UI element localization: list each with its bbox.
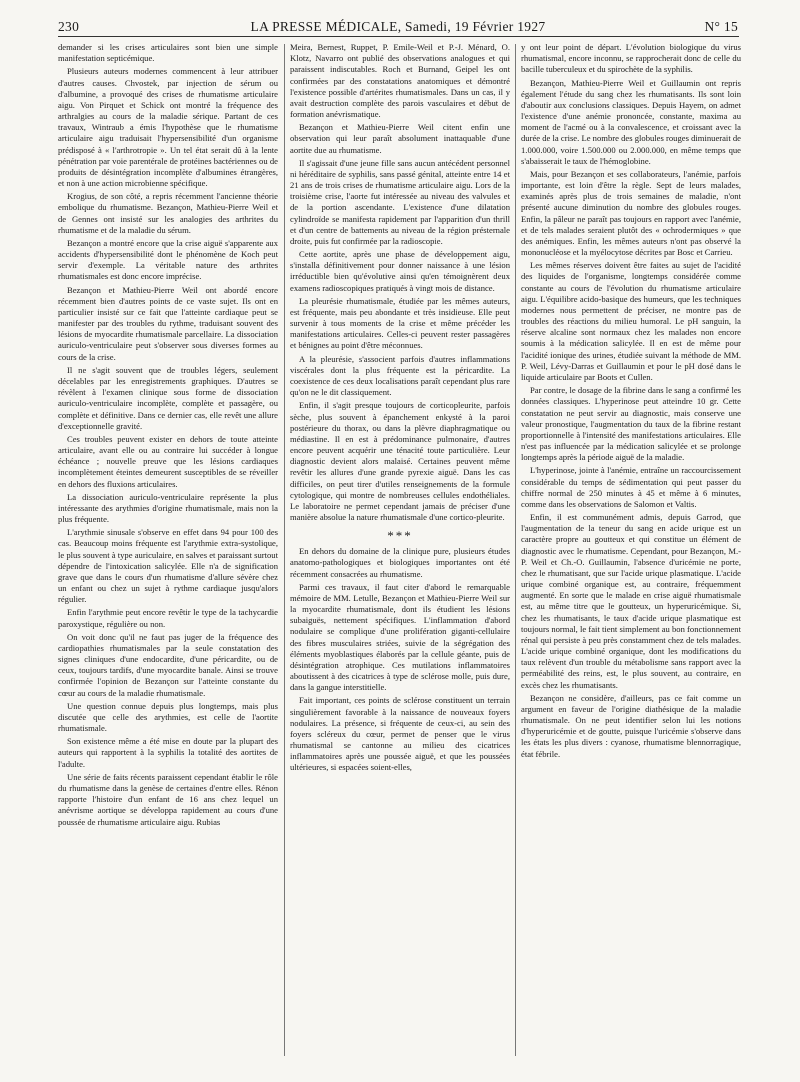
paragraph: Enfin l'arythmie peut encore revêtir le type de la tachycardie paroxystique, régulière ou non. [58, 607, 278, 629]
journal-title: LA PRESSE MÉDICALE, Samedi, 19 Février 1927 [250, 19, 546, 34]
paragraph: Enfin, il est communément admis, depuis Garrod, que l'augmentation de la teneur du sang en acide urique est un caractère propre au goutteux et qui constitue un élément de diagnostic avec le rhumatisme. Cependant, pour Bezançon, M.-P. Weil et Ch.-O. Guillaumin, l'absence d'uricémie ne porte, chez le rhumatisant, que sur l'acide urique plasmatique. L'acide urique combiné organique est, au contraire, fréquemment augmenté. En sorte que le malade en crise aiguë rhumatismale est, au même titre que le goutteux, un hyperuricémique. Si, chez les rhumatisants, le taux d'acide urique plasmatique est toujours normal, le fait tient simplement au bon fonctionnement rénal qui persiste à peu près constamment chez de tels malades. L'acide urique combiné organique, dont les modifications du taux relèvent d'un trouble du métabolisme sans rapport avec la perméabilité des reins, est, le plus souvent, au contraire, en excès chez les rhumatisants. [521, 512, 741, 690]
page-number: 230 [58, 19, 80, 34]
paragraph: Bezançon, Mathieu-Pierre Weil et Guillaumin ont repris également l'étude du sang chez les rhumatisants. Ils sont loin d'aboutir aux conclusions classiques. Depuis Hayem, on admet l'existence d'une anémie prononcée, constante, maxima au moment de l'acmé ou à la convalescence, et croissant avec la durée de la crise. Le nombre des globules rouges diminuerait de 1.000.000, voire 1.500.000 ou 2.000.000, en même temps que s'abaisserait le taux de l'hémoglobine. [521, 77, 741, 166]
paragraph: Bezançon et Mathieu-Pierre Weil ont abordé encore récemment bien d'autres points de ce vaste sujet. Ils ont en particulier insisté sur ce fait que l'atteinte cardiaque peut se manifester par des troubles du rythme, traduisant souvent des lésions de myocardite rhumatismale parcellaire. La dissociation auriculo-ventriculaire peut s'observer sous diverses formes au cours de la crise. [58, 284, 278, 362]
paragraph: Une série de faits récents paraissent cependant établir le rôle du rhumatisme dans la genèse de certaines d'entre elles. Rénon rapporte l'histoire d'un enfant de 16 ans chez lequel un anévrisme aortique se développa rapidement au cours d'une poussée de rhumatisme articulaire aigu. Rubias [58, 771, 278, 827]
paragraph: Plusieurs auteurs modernes commencent à leur attribuer d'autres causes. Chvostek, par injection de sérum ou d'albumine, a provoqué des crises de rhumatisme articulaire aigu. Von Pirquet et Schick ont montré la fréquence des arthralgies au cours de la maladie sérique. Partant de ces travaux, Wintraub a émis l'hypothèse que le rhumatisme articulaire aigu traduisait l'hypersensibilité d'un organisme prédisposé à « l'arthrotropie ». Un tel état serait dû à la lente pénétration par voie parentérale de protéines bactériennes ou de produits de désintégration incomplète d'albumines étrangères, et non à une action microbienne spécifique. [58, 66, 278, 189]
paragraph: La dissociation auriculo-ventriculaire représente la plus intéressante des arythmies d'origine rhumatismale, mais non la plus fréquente. [58, 491, 278, 525]
column-separator [515, 44, 516, 1056]
paragraph: On voit donc qu'il ne faut pas juger de la fréquence des cardiopathies rhumatismales par la seule constatation des signes cliniques d'une endocardite, d'une péricardite, ou de ceux, toujours tardifs, d'une myocardite banale. Ainsi se trouve confirmée l'opinion de Bezançon sur l'atteinte constante du cœur au cours de la maladie rhumatismale. [58, 631, 278, 698]
paragraph: Cette aortite, après une phase de développement aigu, s'installa définitivement pour donner naissance à une lésion irréductible bien qu'évolutive ainsi qu'en témoignèrent deux examens radioscopiques pratiqués à vingt mois de distance. [290, 249, 510, 293]
column-separator [284, 44, 285, 1056]
header-rule [58, 36, 739, 37]
page-header [58, 16, 738, 38]
section-divider: *** [387, 528, 413, 544]
paragraph: Parmi ces travaux, il faut citer d'abord le remarquable mémoire de MM. Letulle, Bezançon et Mathieu-Pierre Weil sur la myocardite rhumatismale, dont ils étudient les lésions subaiguës, nettement spécifiques. L'inflammation d'abord nodulaire se complique d'une prolifération giganti-cellulaire des fibres musculaires striées, suivie de la ségrégation des éléments myoblastiques élaborés par la cellule géante, puis de désintégration atrophique. Ces mutilations inflammatoires aboutissent à des cicatrices à type de sclérose molle, puis dure, dans la gangue interstitielle. [290, 581, 510, 693]
text-column-1 [58, 42, 278, 1072]
paragraph: Une question connue depuis plus longtemps, mais plus discutée que celle des arythmies, est celle de l'aortite rhumatismale. [58, 700, 278, 734]
paragraph: Il ne s'agit souvent que de troubles légers, seulement décelables par les enregistrements graphiques. D'autres se révèlent à l'examen clinique sous forme de dissociation auriculo-ventriculaire incomplète, complète et passagère, ou complète et définitive. Dans ce dernier cas, elle revêt une allure d'exceptionnelle gravité. [58, 364, 278, 431]
paragraph: Fait important, ces points de sclérose constituent un terrain singulièrement favorable à la naissance de nouveaux foyers nodulaires. La présence, si fréquente de ceux-ci, au sein des foyers scléreux du cœur, permet de penser que le virus rhumatismal se cantonne au milieu des cicatrices inflammatoires après une poussée aiguë, et que les poussées ultérieures, si espacées soient-elles, [290, 695, 510, 773]
paragraph: Bezançon a montré encore que la crise aiguë s'apparente aux accidents d'hypersensibilité dont le phénomène de Koch peut servir d'exemple. La véritable nature des arthrites rhumatismales est donc encore imprécise. [58, 237, 278, 282]
paragraph: A la pleurésie, s'associent parfois d'autres inflammations viscérales dont la plus fréquente est la péricardite. La coexistence de ces deux localisations paraît cependant plus rare qu'on ne le dit classiquement. [290, 353, 510, 398]
issue-number: N° 15 [704, 19, 738, 34]
paragraph: Bezançon et Mathieu-Pierre Weil citent enfin une observation qui leur paraît absolument inattaquable d'une aortite due au rhumatisme. [290, 122, 510, 155]
text-column-3 [521, 42, 741, 1072]
paragraph: Meira, Bernest, Ruppet, P. Emile-Weil et P.-J. Ménard, O. Klotz, Navarro ont publié des observations analogues et qui paraissent indiscutables. Roch et Burnand, Geipel les ont confirmées par des constatations anatomiques et démontré l'existence possible d'artérites rhumatismales. Dans un cas, il y avait destruction complète des parois vasculaires et début de formation anévrismatique. [290, 42, 510, 120]
paragraph: Son existence même a été mise en doute par la plupart des auteurs qui rapportent à la syphilis la totalité des aortites de l'adulte. [58, 736, 278, 769]
paragraph: Bezançon ne considère, d'ailleurs, pas ce fait comme un argument en faveur de l'origine diathésique de la maladie rhumatismale. On ne peut identifier selon lui les notions d'hyperuricémie et de goutte, puisque l'uricémie s'observe dans les états les plus divers : cyanose, rhumatisme blennorragique, état fébrile. [521, 692, 741, 759]
paragraph: L'hyperinose, jointe à l'anémie, entraîne un raccourcissement considérable du temps de sédimentation qui peut passer du chiffre normal de 250 minutes à 45 et même à 6 minutes, comme dans les observations de Salomon et Valtis. [521, 465, 741, 509]
paragraph: Enfin, il s'agit presque toujours de corticopleurite, parfois sèche, plus souvent à épanchement enkysté à la paroi postérieure du thorax, ou dans la plèvre diaphragmatique ou médiastine. Il en est à prédominance pulmonaire, d'autres encore peuvent acquérir une ténacité toute particulière. Leur diagnostic devient alors malaisé. Certaines peuvent même revêtir les allures d'une grande pyrexie aiguë. Dans les cas difficiles, on peut tirer d'utiles renseignements de la formule cytologique, qui montre de nombreuses cellules endothéliales. Le laboratoire ne permet cependant jamais de préciser d'une manière absolue la nature rhumatismale d'une cortico-pleurite. [290, 400, 510, 523]
paragraph: La pleurésie rhumatismale, étudiée par les mêmes auteurs, est fréquente, mais peu abondante et très insidieuse. Elle peut survenir à tous moments de la crise et même précéder les manifestations articulaires. Celles-ci peuvent rester passagères et bénignes au point d'être méconnues. [290, 295, 510, 351]
paragraph: L'arythmie sinusale s'observe en effet dans 94 pour 100 des cas. Beaucoup moins fréquente est l'arythmie extra-systolique, le plus souvent à type auriculaire, en salves et paraissant surtout dépendre de l'intoxication salicylée. Elle n'a de signification grave que dans le cours d'un rhumatisme d'allure sévère chez un enfant ou chez un sujet à rythme cardiaque jusqu'alors régulier. [58, 527, 278, 605]
paragraph: y ont leur point de départ. L'évolution biologique du virus rhumatismal, encore inconnu, se rapprocherait donc de celle du bacille tuberculeux et du spirochète de la syphilis. [521, 42, 741, 75]
paragraph: En dehors du domaine de la clinique pure, plusieurs études anatomo-pathologiques et biologiques importantes ont été récemment consacrées au rhumatisme. [290, 546, 510, 579]
paragraph: Krogius, de son côté, a repris récemment l'ancienne théorie embolique du rhumatisme. Bezançon, Mathieu-Pierre Weil et de Gennes ont insisté sur les analogies des arthrites du rhumatisme et de la maladie du sérum. [58, 191, 278, 235]
paragraph: Les mêmes réserves doivent être faites au sujet de l'acidité des liquides de l'organisme, longtemps considérée comme constante au cours de l'évolution du rhumatisme articulaire aigu. L'équilibre acido-basique des humeurs, que les techniques modernes nous permettent de préciser, ne montre pas de troubles des réactions du milieu humoral. Le pH sanguin, la réserve alcaline sont normaux chez les malades non encore soumis à la médication salicylée. Il en est de même pour l'acidité ionique des urines, étudiée suivant la méthode de MM. P. Weil, Lévy-Darras et Guillaumin et pour le pH dosé dans le liquide articulaire par Boots et Cullen. [521, 260, 741, 382]
text-column-2 [290, 42, 510, 1072]
paragraph: Par contre, le dosage de la fibrine dans le sang a confirmé les données classiques. L'hyperinose peut atteindre 10 gr. Cette constatation ne peut servir au diagnostic, mais conserve une valeur pronostique, l'augmentation du taux de la fibrine restant proportionnelle à l'intensité des manifestations articulaires. Elle n'est pas influencée par la médication salicylée et se prolonge longtemps après la période aiguë de la maladie. [521, 385, 741, 463]
paragraph: Mais, pour Bezançon et ses collaborateurs, l'anémie, parfois importante, est loin d'être la règle. Sept de leurs malades, examinés après plus de trois semaines de maladie, n'ont présenté aucune diminution du nombre des globules rouges. Enfin, la pâleur ne paraît pas toujours en rapport avec l'anémie, et de tels malades seraient plutôt des « ochrodermiques » que des anémiques. Enfin, les mêmes auteurs n'ont pas observé la mononucléose et la myélocytose décrites par Bosc et Carrieu. [521, 168, 741, 258]
paragraph: Ces troubles peuvent exister en dehors de toute atteinte articulaire, avant elle ou au contraire lui succéder à longue échéance ; nouvelle preuve que les lésions cardiaques incomplètement éteintes demeurent susceptibles de se réveiller en dehors des fluxions articulaires. [58, 433, 278, 489]
paragraph: Il s'agissait d'une jeune fille sans aucun antécédent personnel ni héréditaire de syphilis, sans passé génital, atteinte entre 14 et 21 ans de trois crises de rhumatisme articulaire aigu. Lors de la troisième crise, l'aorte fut intéressée au niveau des valvules et de la portion ascendante. L'existence d'une dilatation cylindroïde se manifesta rapidement par l'apparition d'un thrill et d'un centre de battements au niveau de la région présternale droite, puis fut confirmée par la radioscopie. [290, 157, 510, 246]
paragraph: demander si les crises articulaires sont bien une simple manifestation septicémique. [58, 42, 278, 64]
